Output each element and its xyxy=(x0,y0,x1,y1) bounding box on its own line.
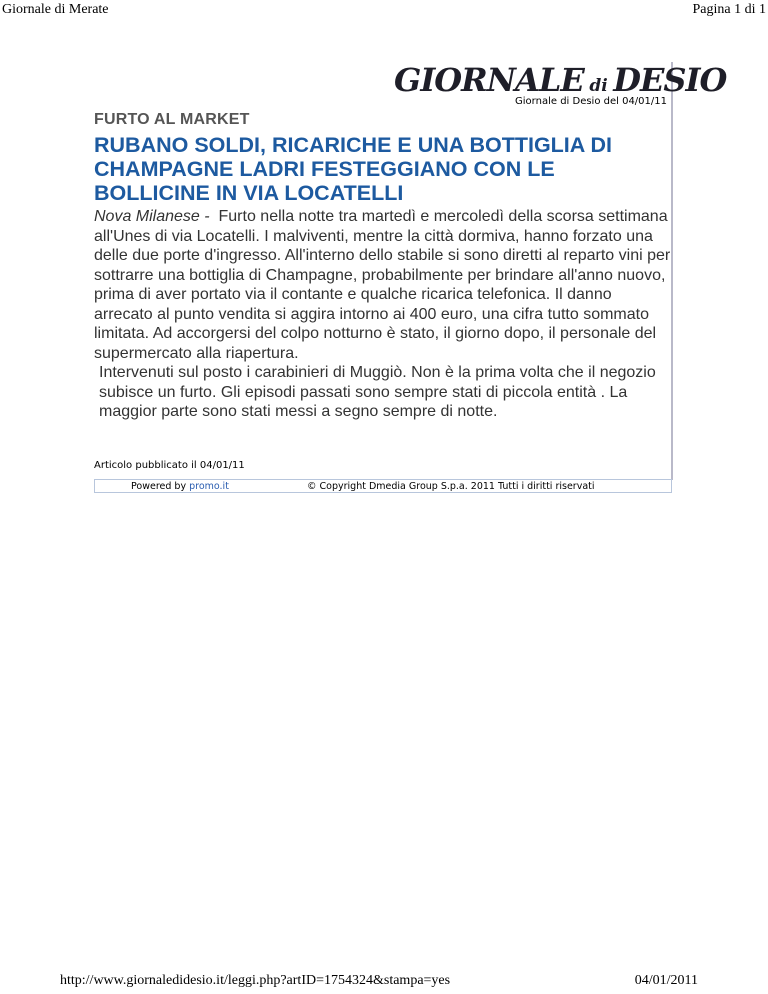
masthead-logo xyxy=(394,61,727,99)
powered-by-label: Powered by xyxy=(131,481,187,492)
credit-bar xyxy=(94,479,672,493)
article-paragraph-2: Intervenuti sul posto i carabinieri di Muggiò. Non è la prima volta che il negozio subisce un furto. Gli episodi passati sono sempre stati di piccola entità . La maggior parte sono stati messi a segno sempre di notte. xyxy=(99,364,656,420)
article-body xyxy=(94,207,672,422)
copyright-notice: © Copyright Dmedia Group S.p.a. 2011 Tutti i diritti riservati xyxy=(307,481,595,492)
article-headline: RUBANO SOLDI, RICARICHE E UNA BOTTIGLIA DI CHAMPAGNE LADRI FESTEGGIANO CON LE BOLLICINE IN VIA LOCATELLI xyxy=(94,133,612,205)
powered-by-link[interactable]: promo.it xyxy=(189,481,229,492)
print-header-title: Giornale di Merate xyxy=(2,2,109,17)
logo-word-desio: DESIO xyxy=(613,61,727,99)
article-published-date: Articolo pubblicato il 04/01/11 xyxy=(94,460,245,471)
article-place: Nova Milanese - xyxy=(94,208,210,225)
print-header-page-number: Pagina 1 di 1 xyxy=(692,2,766,17)
article-paragraph-1 xyxy=(94,207,672,363)
logo-word-di: di xyxy=(589,76,608,96)
print-footer-url: http://www.giornaledidesio.it/leggi.php?artID=1754324&stampa=yes xyxy=(60,973,451,988)
logo-word-giornale: GIORNALE xyxy=(394,61,584,99)
article-paragraph-1-text: Furto nella notte tra martedì e mercoledì della scorsa settimana all'Unes di via Locatelli. I malviventi, mentre la città dormiva, hanno forzato una delle due porte d'ingresso. All'interno dello stabile si sono diretti al reparto vini per sottrarre una bottiglia di Champagne, probabilmente per brindare all'anno nuovo, prima di aver portato via il contante e qualche ricarica telefonica. Il danno arrecato al punto vendita si aggira intorno ai 400 euro, una cifra tutto sommato limitata. Ad accorgersi del colpo notturno è stato, il giorno dopo, il personale del supermercato alla riapertura. xyxy=(94,208,671,362)
print-footer-date: 04/01/2011 xyxy=(634,973,698,988)
powered-by xyxy=(131,481,229,492)
article-kicker: FURTO AL MARKET xyxy=(94,111,250,128)
masthead-edition-date: Giornale di Desio del 04/01/11 xyxy=(515,96,667,107)
article-frame xyxy=(94,61,727,480)
